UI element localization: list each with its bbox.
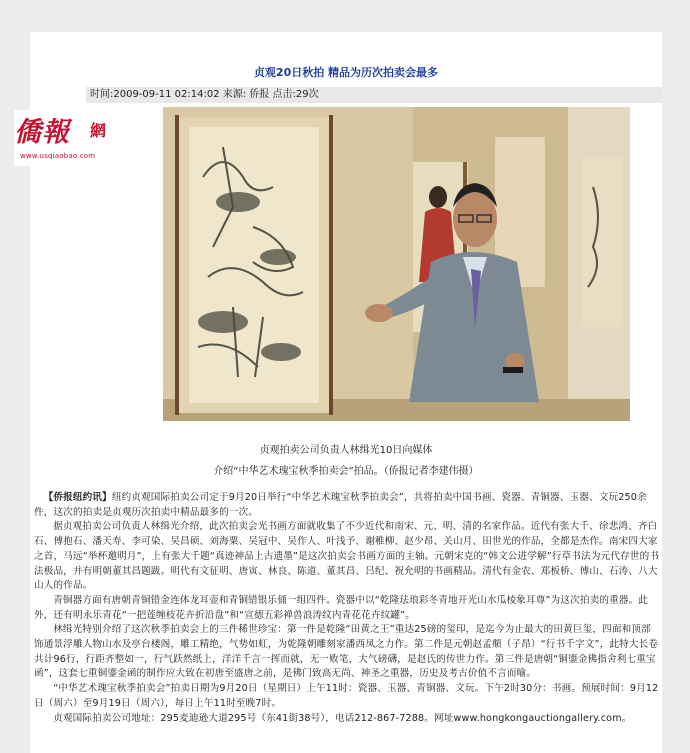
qiaobao-logo[interactable] xyxy=(14,110,126,166)
photo-caption-line2: 介绍“中华艺术瑰宝秋季拍卖会”拍品。（侨报记者李建伟摄） xyxy=(213,466,479,477)
article-paragraph: 贞观国际拍卖公司地址：295麦迪逊大道295号（东41街38号），电话212-867-7288。网址www.hongkongauctiongallery.com。 xyxy=(53,712,632,724)
article-title: 贞观20日秋拍 精品为历次拍卖会最多 xyxy=(253,66,439,79)
article-body xyxy=(34,491,660,726)
news-photo-image xyxy=(163,107,630,421)
photo-caption-line1: 贞观拍卖公司负责人林缉光10日向媒体 xyxy=(259,445,433,456)
article-meta-bar xyxy=(86,87,662,103)
paragraph-text: 纽约贞观国际拍卖公司定于9月20日举行“中华艺术瑰宝秋季拍卖会”，共将拍卖中国书画、瓷器、青铜器、玉器、文玩250余件，这次的拍卖是贞观历次拍卖中精品最多的一次。 xyxy=(34,492,647,518)
article-page xyxy=(14,32,662,753)
article-meta: 时间:2009-09-11 02:14:02 来源: 侨报 点击:29次 xyxy=(90,89,319,100)
news-photo xyxy=(163,107,630,421)
logo-url: www.usqiaobao.com xyxy=(20,152,96,160)
dateline-tag: 【侨报纽约讯】 xyxy=(43,492,112,503)
logo-name: 僑報 xyxy=(14,117,70,148)
logo-suffix: 網 xyxy=(90,121,107,140)
article-paragraph xyxy=(34,491,660,520)
article-paragraph: 林缉光特别介绍了这次秋季拍卖会上的三件稀世珍宝：第一件是乾隆“田黄之王”重达25磅的玺印，是迄今为止最大的田黄巨玺，四面和顶部饰通景浮雕人物山水及亭台楼阁，雕工精绝，气势如虹，为乾隆朝雕刻家潘西凤之力作。第二件是元朝赵孟頫（子昂）“行书千字文”，此特大长卷共计96行，行距齐整如一，行气跃然纸上，洋洋千言一挥而就，无一败笔，大气磅礴，是赵氏的传世力作。第三件是唐朝“铜鎏金佛指舍利七重宝函”，这套七重铜鎏金函的制作应大致在初唐至盛唐之前，是佛门致高无尚、神圣之重器，历史及考古价值不言而喻。 xyxy=(34,624,659,680)
article-paragraph: 青铜器方面有唐朝青铜错金连体龙耳壶和青铜错银乐俑一组四件。瓷器中以“乾隆珐琅彩冬青地开光山水瓜棱象耳尊”为这次拍卖的重器。此外，还有明永乐青花“一把莲缠枝花卉折沿盘”和“宣德五彩禅兽浪涛纹内青花花卉纹罐”。 xyxy=(34,594,649,621)
article-paragraph: “中华艺术瑰宝秋季拍卖会”拍卖日期为9月20日（星期日）上午11时：瓷器、玉器、青铜器、文玩。下午2时30分：书画。预展时间：9月12日（周六）至9月19日（周六），每日上午11时至晚7时。 xyxy=(34,683,659,709)
article-paragraph: 据贞观拍卖公司负责人林缉光介绍，此次拍卖会光书画方面就收集了不少近代和南宋、元、明、清的名家作品。近代有张大千、徐悲鸿、齐白石、傅抱石、潘天寿、李可染、吴昌硕、刘海粟、吴冠中、吴作人、叶浅予、谢稚柳、赵少昂、关山月、田世光的作品，全都是杰作。南宋四大家之首，马远“举杯邀明月”，上有张大千题“真迹神品上古遗墨”是这次拍卖会书画方面的主轴。元朝宋克的“韩文公进学解”行草书法为元代存世的书法极品，并有明朝董其昌题跋。明代有文征明、唐寅、林良、陈道、董其昌、吕纪、祝允明的书画精品。清代有金农、郑板桥、傅山、石涛、八大山人的作品。 xyxy=(34,521,660,592)
